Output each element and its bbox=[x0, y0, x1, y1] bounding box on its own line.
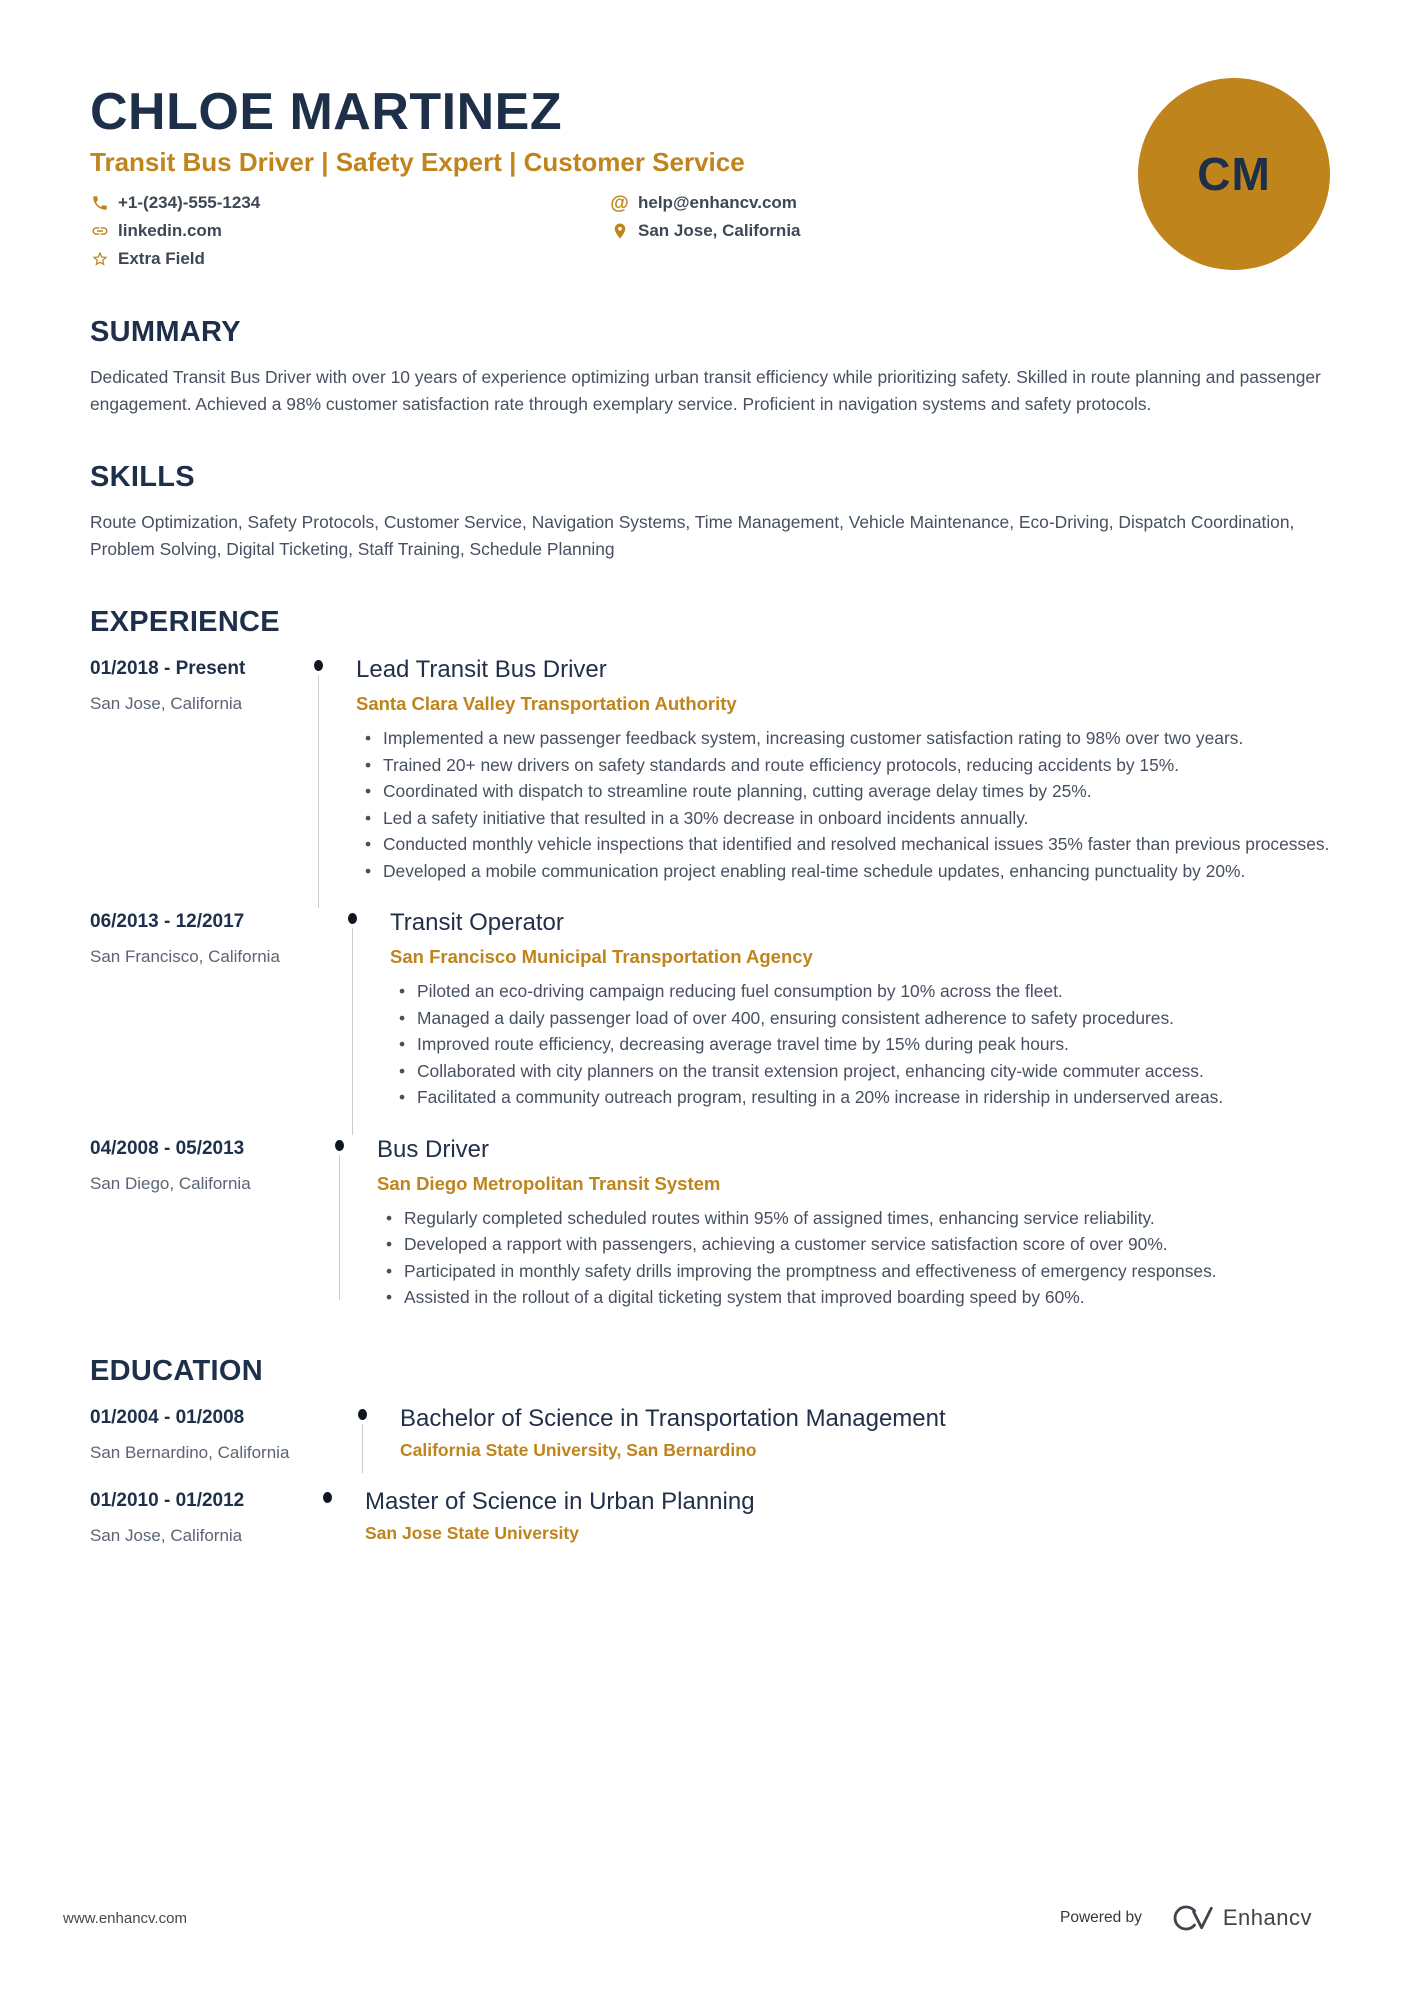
education-entry-body bbox=[400, 1404, 1330, 1463]
timeline-line bbox=[339, 1155, 341, 1300]
timeline-dot bbox=[314, 660, 323, 671]
experience-dates: 01/2018 - Present bbox=[90, 658, 246, 680]
section-experience bbox=[90, 606, 1330, 1311]
contact-extra-field-text: Extra Field bbox=[118, 249, 205, 269]
experience-dates: 04/2008 - 05/2013 bbox=[90, 1137, 245, 1159]
company-name: Santa Clara Valley Transportation Authority bbox=[356, 693, 737, 715]
school-name: California State University, San Bernardino bbox=[400, 1439, 757, 1460]
experience-entry-meta bbox=[90, 1135, 335, 1311]
website-link[interactable]: www.enhancv.com bbox=[63, 1909, 187, 1927]
section-education bbox=[90, 1355, 1330, 1546]
education-entry bbox=[90, 1487, 1330, 1546]
degree-title: Bachelor of Science in Transportation Management bbox=[400, 1404, 946, 1432]
achievement-item: • Facilitated a community outreach program, resulting in a 20% increase in ridership in underserved areas. bbox=[390, 1084, 1330, 1111]
education-entry-body bbox=[365, 1487, 1330, 1546]
achievement-item: • Conducted monthly vehicle inspections that identified and resolved mechanical issues 35% faster than previous processes. bbox=[356, 831, 1330, 858]
contact-linkedin-text: linkedin.com bbox=[118, 221, 222, 241]
company-name: San Diego Metropolitan Transit System bbox=[377, 1172, 721, 1194]
skills-heading: SKILLS bbox=[90, 461, 195, 494]
education-entry bbox=[90, 1404, 1330, 1463]
contact-list bbox=[90, 190, 990, 272]
achievement-item: • Trained 20+ new drivers on safety standards and route efficiency protocols, reducing accidents by 15%. bbox=[356, 752, 1330, 779]
person-title: Transit Bus Driver | Safety Expert | Customer Service bbox=[90, 147, 745, 178]
contact-phone bbox=[90, 190, 610, 216]
education-dates: 01/2004 - 01/2008 bbox=[90, 1406, 245, 1428]
achievement-item: • Improved route efficiency, decreasing average travel time by 15% during peak hours. bbox=[390, 1031, 1330, 1058]
avatar-initials: CM bbox=[1197, 148, 1271, 200]
timeline-dot bbox=[323, 1492, 332, 1503]
timeline bbox=[323, 1487, 365, 1546]
achievement-item: • Collaborated with city planners on the transit extension project, enhancing city-wide commuter access. bbox=[390, 1058, 1330, 1085]
achievement-item: • Led a safety initiative that resulted in a 30% decrease in onboard incidents annually. bbox=[356, 805, 1330, 832]
at-icon: @ bbox=[610, 192, 629, 214]
degree-title: Master of Science in Urban Planning bbox=[365, 1487, 755, 1515]
education-dates: 01/2010 - 01/2012 bbox=[90, 1489, 245, 1511]
experience-location: San Francisco, California bbox=[90, 947, 280, 967]
contact-email-text: help@enhancv.com bbox=[638, 193, 797, 213]
person-name: CHLOE MARTINEZ bbox=[90, 83, 563, 141]
education-location: San Jose, California bbox=[90, 1525, 243, 1545]
achievement-list bbox=[390, 978, 1330, 1111]
enhancv-logo-icon bbox=[1168, 1903, 1214, 1933]
powered-by bbox=[1060, 1903, 1312, 1933]
section-skills bbox=[90, 461, 1330, 562]
timeline bbox=[335, 1135, 377, 1311]
powered-by-label: Powered by bbox=[1060, 1909, 1142, 1926]
phone-icon bbox=[90, 194, 109, 213]
achievement-item: • Assisted in the rollout of a digital ticketing system that improved boarding speed by 60%. bbox=[377, 1284, 1330, 1311]
achievement-item: • Developed a rapport with passengers, achieving a customer service satisfaction score of over 90%. bbox=[377, 1231, 1330, 1258]
experience-entry-meta bbox=[90, 655, 314, 884]
job-title: Lead Transit Bus Driver bbox=[356, 656, 607, 684]
contact-phone-text: +1-(234)-555-1234 bbox=[118, 193, 261, 213]
timeline-line bbox=[362, 1424, 364, 1473]
experience-dates: 06/2013 - 12/2017 bbox=[90, 911, 245, 933]
link-icon bbox=[90, 222, 109, 241]
skills-text: Route Optimization, Safety Protocols, Customer Service, Navigation Systems, Time Management, Vehicle Maintenance, Eco-Driving, Dispatch Coordination, Problem Solving, Digital Ticketing, Staff Training, Schedule Planning bbox=[90, 512, 1295, 559]
achievement-item: • Implemented a new passenger feedback system, increasing customer satisfaction rating to 98% over two years. bbox=[356, 725, 1330, 752]
summary-heading: SUMMARY bbox=[90, 316, 241, 349]
achievement-item: • Regularly completed scheduled routes within 95% of assigned times, enhancing service reliability. bbox=[377, 1205, 1330, 1232]
experience-location: San Jose, California bbox=[90, 694, 243, 714]
job-title: Bus Driver bbox=[377, 1135, 490, 1163]
timeline-line bbox=[318, 675, 320, 908]
achievement-list bbox=[377, 1205, 1330, 1311]
job-title: Transit Operator bbox=[390, 909, 564, 937]
achievement-item: • Coordinated with dispatch to streamline route planning, cutting average delay times by 25%. bbox=[356, 778, 1330, 805]
achievement-item: • Developed a mobile communication project enabling real-time schedule updates, enhancing punctuality by 20%. bbox=[356, 858, 1330, 885]
experience-entry-meta bbox=[90, 908, 348, 1111]
contact-location bbox=[610, 218, 990, 244]
summary-text: Dedicated Transit Bus Driver with over 10 years of experience optimizing urban transit efficiency while prioritizing safety. Skilled in route planning and passenger engagement. Achieved a 98% customer satisfaction rate through exemplary service. Proficient in navigation systems and safety protocols. bbox=[90, 367, 1321, 414]
experience-entry-body bbox=[356, 655, 1330, 884]
enhancv-brand-name: Enhancv bbox=[1222, 1905, 1312, 1930]
experience-entry bbox=[90, 908, 1330, 1111]
achievement-list bbox=[356, 725, 1330, 884]
experience-entry-body bbox=[390, 908, 1330, 1111]
achievement-item: • Participated in monthly safety drills improving the promptness and effectiveness of emergency responses. bbox=[377, 1258, 1330, 1285]
contact-linkedin[interactable] bbox=[90, 218, 610, 244]
star-icon bbox=[90, 250, 109, 269]
contact-email[interactable] bbox=[610, 190, 990, 216]
resume-header bbox=[90, 84, 1330, 272]
enhancv-logo bbox=[1168, 1903, 1312, 1933]
timeline-dot bbox=[335, 1140, 344, 1151]
experience-entry bbox=[90, 655, 1330, 884]
education-heading: EDUCATION bbox=[90, 1354, 263, 1387]
section-summary bbox=[90, 316, 1330, 417]
achievement-item: • Managed a daily passenger load of over 400, ensuring consistent adherence to safety procedures. bbox=[390, 1005, 1330, 1032]
achievement-item: • Piloted an eco-driving campaign reducing fuel consumption by 10% across the fleet. bbox=[390, 978, 1330, 1005]
school-name: San Jose State University bbox=[365, 1522, 579, 1543]
experience-entry bbox=[90, 1135, 1330, 1311]
contact-extra-field bbox=[90, 246, 610, 272]
page-footer bbox=[63, 1903, 1312, 1933]
timeline-dot bbox=[358, 1409, 367, 1420]
location-pin-icon bbox=[610, 222, 629, 241]
timeline bbox=[348, 908, 390, 1111]
experience-entry-body bbox=[377, 1135, 1330, 1311]
timeline-line bbox=[352, 928, 354, 1135]
education-entry-meta bbox=[90, 1404, 358, 1463]
timeline-dot bbox=[348, 913, 357, 924]
experience-heading: EXPERIENCE bbox=[90, 606, 280, 639]
education-entry-meta bbox=[90, 1487, 323, 1546]
contact-location-text: San Jose, California bbox=[638, 221, 801, 241]
timeline bbox=[314, 655, 356, 884]
avatar bbox=[1138, 78, 1330, 270]
experience-location: San Diego, California bbox=[90, 1173, 251, 1193]
timeline bbox=[358, 1404, 400, 1463]
education-location: San Bernardino, California bbox=[90, 1442, 290, 1462]
company-name: San Francisco Municipal Transportation Agency bbox=[390, 946, 813, 968]
